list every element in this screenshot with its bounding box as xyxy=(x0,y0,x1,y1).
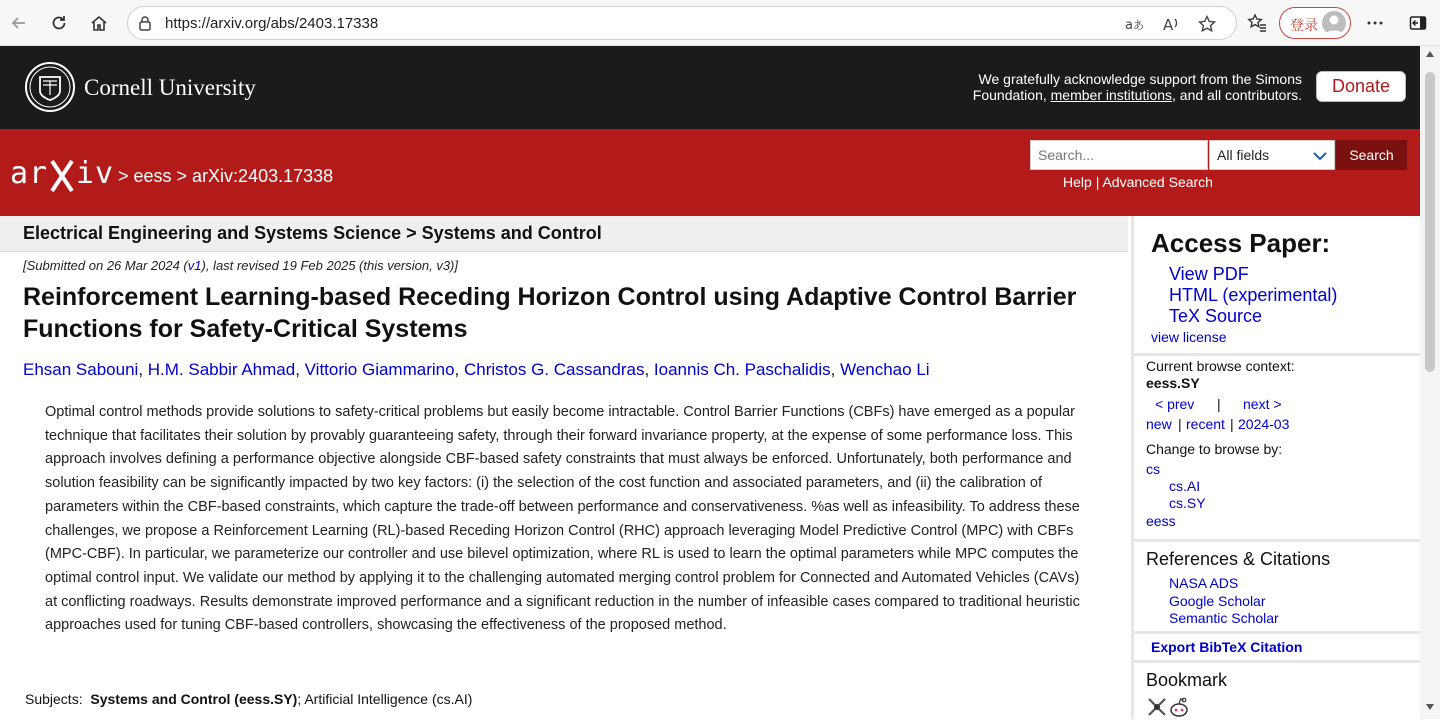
svg-text:ar: ar xyxy=(10,156,49,191)
scrollbar-thumb[interactable] xyxy=(1425,72,1435,372)
search-field-value: All fields xyxy=(1217,147,1270,163)
author-link[interactable]: H.M. Sabbir Ahmad xyxy=(147,360,296,379)
search-links xyxy=(1063,174,1213,190)
support-line-1: We gratefully acknowledge support from the Simons xyxy=(978,71,1302,87)
favorites-list-icon[interactable] xyxy=(1244,10,1270,36)
svg-text:a: a xyxy=(1125,18,1133,33)
browse-context-value: eess.SY xyxy=(1146,375,1200,391)
browse-cs-sy-link[interactable]: cs.SY xyxy=(1169,495,1206,511)
chevron-down-icon xyxy=(1313,149,1327,165)
next-link[interactable]: next > xyxy=(1243,396,1282,412)
paper-title: Reinforcement Learning-based Receding Horizon Control using Adaptive Control Barrier Functions for Safety-Critical Systems xyxy=(23,283,1077,343)
author-link[interactable]: Christos G. Cassandras xyxy=(464,360,645,379)
change-browse-label: Change to browse by: xyxy=(1146,441,1283,457)
new-link[interactable]: new xyxy=(1146,416,1172,432)
link-separator: | xyxy=(1095,174,1100,190)
category-title: Electrical Engineering and Systems Science > Systems and Control xyxy=(23,223,602,243)
tex-source-link[interactable]: TeX Source xyxy=(1169,306,1263,326)
subjects-label: Subjects: xyxy=(25,691,83,707)
support-text: Foundation, xyxy=(972,87,1047,103)
author-list: Ehsan Sabouni, H.M. Sabbir Ahmad, Vittorio Giammarino, Christos G. Cassandras, Ioannis Ch. Paschalidis, Wenchao Li xyxy=(23,360,930,379)
browse-eess-link[interactable]: eess xyxy=(1146,513,1176,529)
recent-link[interactable]: recent xyxy=(1186,416,1225,432)
author-link[interactable]: Ioannis Ch. Paschalidis xyxy=(653,360,831,379)
browse-cs-link[interactable]: cs xyxy=(1146,461,1160,477)
author-link[interactable]: Ehsan Sabouni xyxy=(23,360,139,379)
prev-link[interactable]: < prev xyxy=(1155,396,1195,412)
nasa-ads-link[interactable]: NASA ADS xyxy=(1169,575,1239,591)
svg-text:あ: あ xyxy=(1133,19,1144,32)
cornell-logo-text[interactable]: Cornell University xyxy=(84,75,256,100)
home-icon[interactable] xyxy=(86,10,112,36)
secondary-subject: ; Artificial Intelligence (cs.AI) xyxy=(297,691,473,707)
bookmark-title: Bookmark xyxy=(1146,670,1228,690)
dateline-prefix: [Submitted on 26 Mar 2024 ( xyxy=(23,258,188,273)
month-link[interactable]: 2024-03 xyxy=(1238,416,1290,432)
sidebar-divider xyxy=(1133,353,1420,356)
reload-icon[interactable] xyxy=(46,10,72,36)
svg-text:iv: iv xyxy=(76,156,115,191)
category-header xyxy=(0,216,1128,252)
google-scholar-link[interactable]: Google Scholar xyxy=(1169,593,1266,609)
help-link[interactable]: Help xyxy=(1063,174,1092,190)
avatar xyxy=(1322,11,1346,35)
scroll-up-icon[interactable] xyxy=(1425,50,1435,58)
view-pdf-link[interactable]: View PDF xyxy=(1169,264,1249,284)
author-link[interactable]: Vittorio Giammarino xyxy=(304,360,455,379)
abstract: Optimal control methods provide solutions to safety-critical problems but easily become intractable. Control Barrier Functions (CBFs) have emerged as a popular technique that facilitates their solution by provably guaranteeing safety, through their forward invariance property, at the expense of some performance loss. This approach involves defining a performance objective alongside CBF-based safety constraints that must always be enforced. Unfortunately, both performance and solution feasibility can be significantly impacted by two key factors: (i) the selection of the cost function and associated parameters, and (ii) the calibration of parameters within the CBF-based constraints, which capture the trade-off between performance and conservativeness. %as well as infeasibility. To address these challenges, we propose a Reinforcement Learning (RL)-based Receding Horizon Control (RHC) approach leveraging Model Predictive Control (MPC) with CBFs (MPC-CBF). In particular, we parameterize our controller and use bilevel optimization, where RL is used to learn the optimal parameters while MPC computes the optimal control input. We validate our method by applying it to the challenging automated merging control problem for Connected and Automated Vehicles (CAVs) at conflicting roadways. Results demonstrate improved performance and a significant reduction in the number of infeasible cases compared to traditional heuristic approaches used for tuning CBF-based controllers, showcasing the effectiveness of the proposed method. xyxy=(45,404,1080,634)
translate-icon[interactable] xyxy=(1123,14,1143,34)
cornell-header xyxy=(0,46,1420,129)
dateline-suffix: ), last revised 19 Feb 2025 (this version, v3)] xyxy=(201,258,459,273)
subjects xyxy=(25,691,472,707)
support-text-end: , and all contributors. xyxy=(1172,87,1302,103)
author-link[interactable]: Wenchao Li xyxy=(840,360,930,379)
login-label: 登录 xyxy=(1290,17,1318,33)
breadcrumb[interactable]: > eess > arXiv:2403.17338 xyxy=(118,166,334,186)
nav-separator: | xyxy=(1230,416,1234,432)
url-text[interactable]: https://arxiv.org/abs/2403.17338 xyxy=(165,15,379,32)
primary-subject: Systems and Control (eess.SY) xyxy=(90,691,298,707)
support-message xyxy=(950,71,1302,103)
sidebar-divider xyxy=(1133,539,1420,542)
access-paper-title: Access Paper: xyxy=(1151,228,1331,258)
read-aloud-icon[interactable] xyxy=(1161,14,1181,34)
search-button[interactable]: Search xyxy=(1336,140,1407,170)
advanced-search-link[interactable]: Advanced Search xyxy=(1102,174,1213,190)
lock-icon[interactable] xyxy=(137,15,153,36)
semantic-scholar-link[interactable]: Semantic Scholar xyxy=(1169,610,1279,626)
references-title: References & Citations xyxy=(1146,549,1331,569)
nav-separator: | xyxy=(1178,416,1182,432)
more-menu-icon[interactable] xyxy=(1362,10,1388,36)
view-license-link[interactable]: view license xyxy=(1151,329,1227,345)
login-button[interactable] xyxy=(1279,7,1351,39)
export-bibtex-link[interactable]: Export BibTeX Citation xyxy=(1151,639,1303,655)
sidebar-divider xyxy=(1133,660,1420,663)
address-bar[interactable] xyxy=(127,6,1237,40)
svg-text:A: A xyxy=(1163,16,1174,34)
browser-toolbar xyxy=(0,0,1440,46)
arxiv-header xyxy=(0,129,1420,216)
scroll-down-icon[interactable] xyxy=(1425,703,1435,711)
html-link[interactable]: HTML (experimental) xyxy=(1169,285,1338,305)
back-icon[interactable] xyxy=(6,10,32,36)
search-input[interactable]: Search... xyxy=(1030,140,1208,170)
v1-link[interactable]: v1 xyxy=(187,258,202,273)
submission-dateline xyxy=(23,258,458,273)
sidebar-toggle-icon[interactable] xyxy=(1405,10,1431,36)
nav-separator: | xyxy=(1217,396,1221,412)
sidebar-divider xyxy=(1133,631,1420,634)
browse-context-label: Current browse context: xyxy=(1146,358,1295,374)
arxiv-logo-icon[interactable] xyxy=(10,155,114,200)
member-institutions-link[interactable]: member institutions xyxy=(1050,87,1173,103)
donate-button[interactable]: Donate xyxy=(1316,71,1406,102)
bibsonomy-icon[interactable] xyxy=(1147,697,1167,722)
cornell-seal-icon[interactable] xyxy=(24,61,76,118)
support-line-2 xyxy=(950,87,1302,103)
reddit-icon[interactable] xyxy=(1168,696,1190,723)
search-field-select[interactable] xyxy=(1209,140,1335,170)
browse-cs-ai-link[interactable]: cs.AI xyxy=(1169,478,1201,494)
favorite-star-icon[interactable] xyxy=(1197,14,1217,34)
